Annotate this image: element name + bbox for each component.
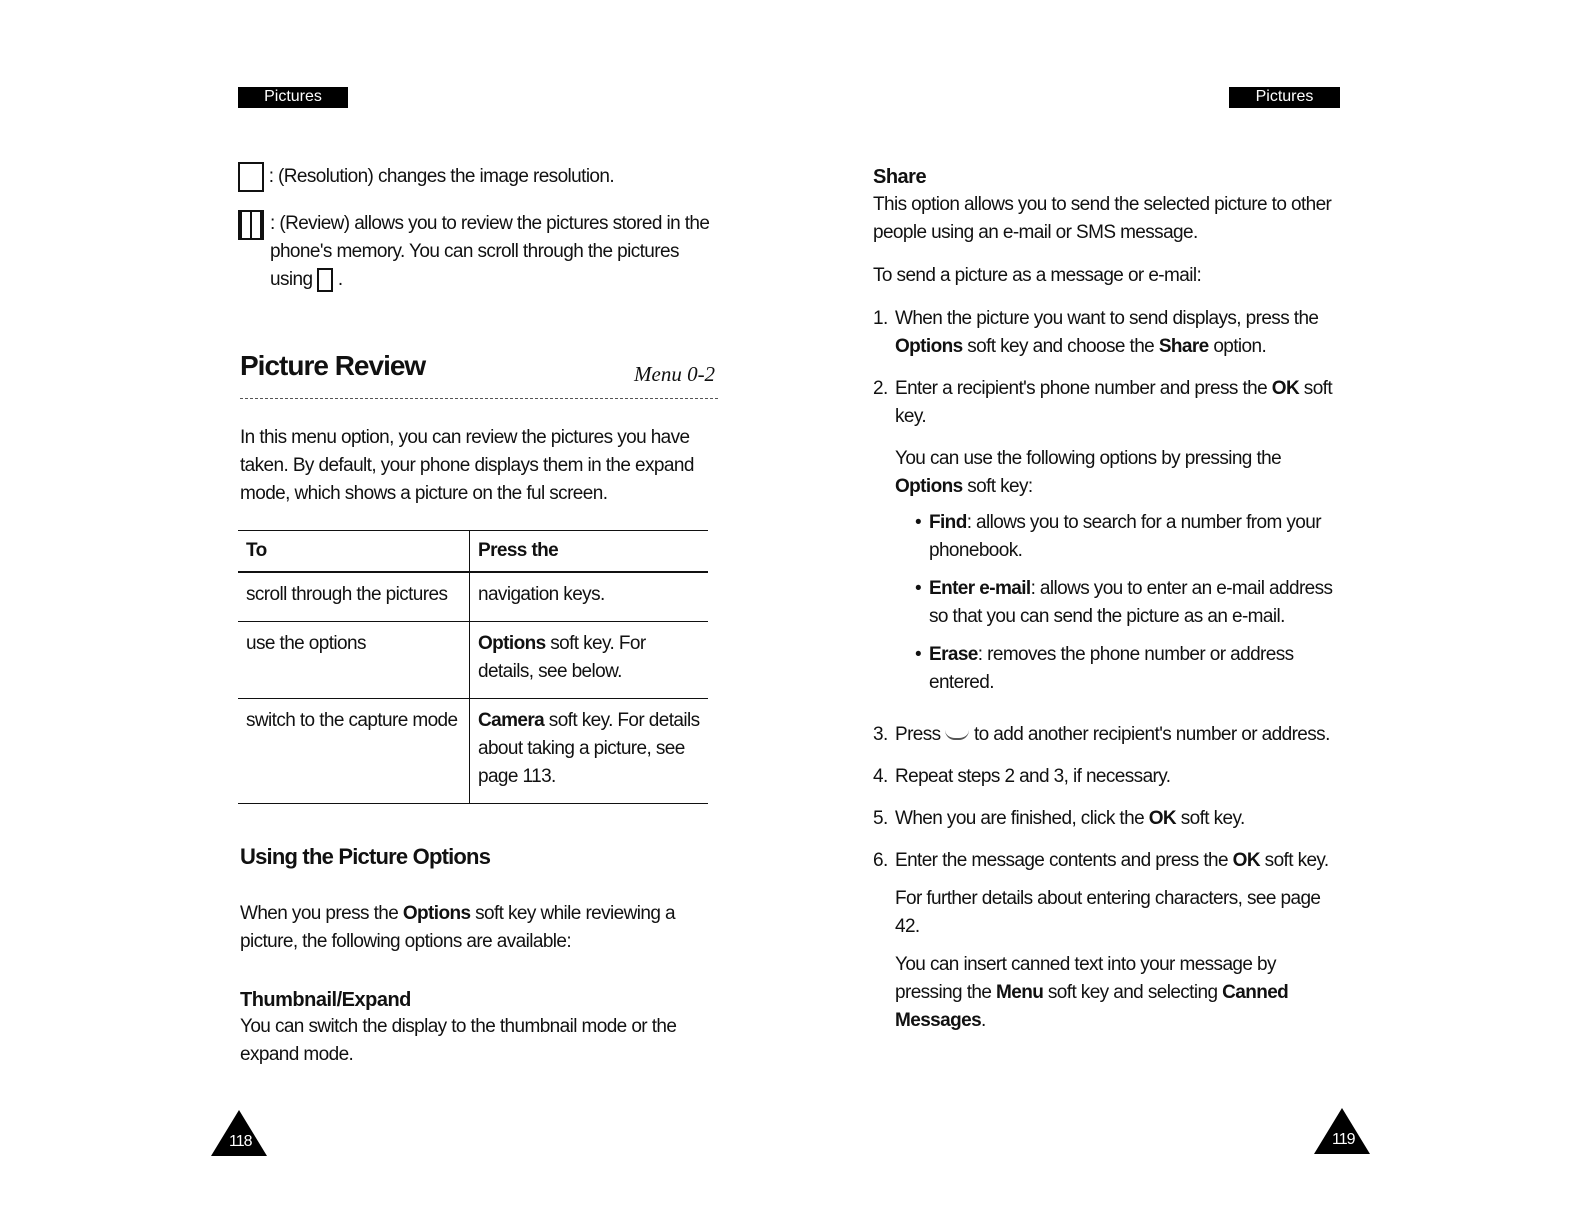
text: soft key. [895, 378, 1333, 427]
text: When the picture you want to send displays, press the [895, 308, 1319, 329]
text: soft key and choose the [962, 336, 1159, 357]
steps-list [873, 305, 1343, 1049]
thumbnail-text: You can switch the display to the thumbnail mode or the expand mode. [240, 1016, 677, 1065]
bullet-erase: • Erase: removes the phone number or address entered. [915, 644, 1294, 693]
text: When you press the [240, 903, 403, 924]
cell-text: soft key. For details about taking a picture, see page 113. [478, 710, 700, 787]
page-number: 119 [1332, 1131, 1355, 1148]
step-2 [873, 375, 1343, 707]
cell-bold: Options [478, 633, 546, 654]
text: Enter a recipient's phone number and press the [895, 378, 1272, 399]
step-text: Repeat steps 2 and 3, if necessary. [895, 766, 1171, 787]
title-divider [240, 398, 718, 399]
step-number: 5. [873, 808, 888, 829]
text: You can insert canned text into your message by pressing the [895, 954, 1276, 1003]
step-text [895, 847, 1335, 1035]
intro-text: In this menu option, you can review the pictures you have taken. By default, your phone displays them in the expand mode, which shows a picture on the ful screen. [240, 427, 694, 504]
cell-to: scroll through the pictures [238, 572, 470, 622]
cell-press [470, 572, 709, 622]
page-number-triangle-right [1314, 1108, 1370, 1154]
cell-to: switch to the capture mode [238, 699, 470, 804]
resolution-text: : (Resolution) changes the image resolution. [268, 166, 615, 188]
step-text [895, 375, 1335, 707]
bold-text: Find [929, 512, 967, 533]
send-intro: To send a picture as a message or e-mail: [873, 265, 1202, 286]
text: soft key and selecting [1043, 982, 1223, 1003]
review-table [238, 530, 708, 804]
bold-text: Enter e-mail [929, 578, 1031, 599]
subtitle: Using the Picture Options [240, 844, 491, 869]
col-header-to: To [238, 531, 470, 573]
bold-text: OK [1232, 850, 1260, 871]
bold-text: Menu [996, 982, 1044, 1003]
text: soft key while reviewing a picture, the following options are available: [240, 903, 675, 952]
step-number: 2. [873, 378, 888, 399]
text: option. [1208, 336, 1267, 357]
text: soft key. [1176, 808, 1245, 829]
step-text [895, 721, 1330, 749]
bold-text: Share [1158, 336, 1209, 357]
text: You can use the following options by pressing the [895, 448, 1282, 469]
text: . [981, 1010, 986, 1031]
col-header-press: Press the [470, 531, 709, 573]
bullet-enter-email: • Enter e-mail: allows you to enter an e-mail address so that you can send the picture as an e-mail. [915, 578, 1333, 627]
text: Enter the message contents and press the [895, 850, 1233, 871]
text: : allows you to search for a number from your phonebook. [929, 512, 1321, 561]
bold-text: OK [1271, 378, 1300, 399]
bold-text: Options [895, 476, 963, 497]
cell-press [470, 622, 709, 699]
cell-text: navigation keys. [478, 584, 605, 605]
page-title: Picture Review [240, 350, 426, 381]
step-1 [873, 305, 1343, 361]
step-2-note [895, 445, 1335, 501]
section-tab-right: Pictures [1229, 87, 1340, 108]
resolution-icon [238, 162, 264, 192]
section-tab-left: Pictures [238, 87, 348, 108]
table-row [238, 572, 708, 622]
step-5 [873, 805, 1343, 833]
step-number: 3. [873, 724, 888, 745]
send-key-icon [945, 728, 969, 740]
step-6 [873, 847, 1343, 1035]
table-row [238, 622, 708, 699]
table-row [238, 699, 708, 804]
options-paragraph [240, 900, 720, 956]
bold-text: Options [402, 903, 471, 924]
text: Press [895, 724, 941, 745]
step-6-note-2 [895, 951, 1335, 1035]
step-number: 6. [873, 850, 888, 871]
cell-press [470, 699, 709, 804]
text: : allows you to enter an e-mail address so that you can send the picture as an e-mail. [929, 578, 1333, 627]
cell-to: use the options [238, 622, 470, 699]
menu-number: Menu 0-2 [634, 362, 716, 386]
page-number: 118 [229, 1133, 252, 1150]
text: to add another recipient's number or address. [973, 724, 1330, 745]
step-6-note: For further details about entering characters, see page 42. [895, 888, 1321, 937]
review-grid-icon [238, 210, 264, 240]
nav-key-icon [317, 268, 333, 292]
step-text [895, 805, 1245, 833]
bullet-find: • Find: allows you to search for a number from your phonebook. [915, 512, 1321, 561]
text: : removes the phone number or address entered. [929, 644, 1294, 693]
step-number: 4. [873, 766, 888, 787]
thumbnail-title: Thumbnail/Expand [240, 989, 411, 1011]
text: soft key. [1259, 850, 1329, 871]
step-text [895, 305, 1343, 361]
review-text: : (Review) allows you to review the pictures stored in the phone's memory. You can scroll through the pictures using [270, 213, 710, 290]
period: . [337, 269, 343, 290]
text: When you are finished, click the [895, 808, 1149, 829]
bold-text: Erase [929, 644, 978, 665]
step-number: 1. [873, 308, 888, 329]
share-title: Share [873, 166, 927, 188]
step-3 [873, 721, 1343, 749]
text: soft key: [962, 476, 1033, 497]
review-item [238, 210, 718, 294]
bold-text: OK [1148, 808, 1177, 829]
bold-text: Canned Messages [895, 982, 1289, 1031]
page-number-triangle-left [211, 1110, 267, 1156]
cell-text: soft key. For details, see below. [478, 633, 646, 682]
cell-bold: Camera [478, 710, 545, 731]
bold-text: Options [895, 336, 963, 357]
share-text: This option allows you to send the selected picture to other people using an e-mail or SMS message. [873, 194, 1332, 243]
step-4 [873, 763, 1343, 791]
resolution-item [238, 162, 718, 192]
